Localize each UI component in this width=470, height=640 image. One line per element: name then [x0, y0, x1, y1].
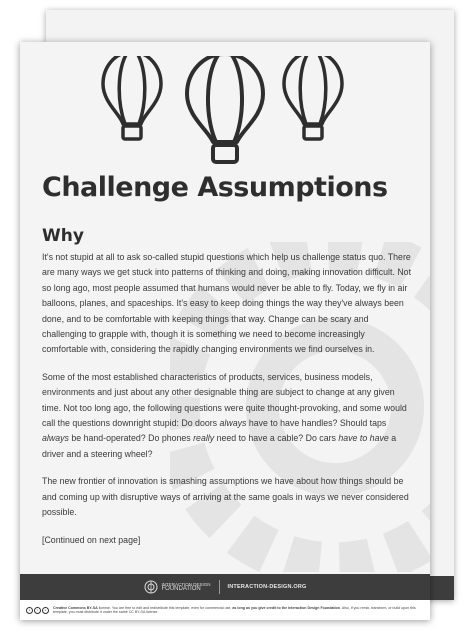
license-text-part: . Also, if you remix, transform, or build upon this template, you must distribute it under the same CC BY-SA license. [53, 605, 416, 614]
emphasis: really [193, 433, 215, 444]
license-bar [20, 600, 430, 620]
logo-line-2: FOUNDATION [161, 586, 201, 592]
paragraph-2-text: need to have a cable? Do cars [214, 433, 339, 444]
license-text-part: license. You are free to edit and redistribute this template, even for commercial use, [97, 605, 233, 610]
template-page [20, 42, 430, 620]
idf-logo-text [162, 582, 211, 592]
page-footer [20, 574, 430, 600]
license-text [53, 606, 423, 615]
license-bold: Creative Commons BY-SA [53, 605, 98, 610]
idf-logo[interactable] [144, 580, 211, 594]
paragraph-2-text: a driver and a steering wheel? [42, 433, 397, 459]
sa-icon: o [42, 607, 49, 614]
emphasis: have to have [338, 433, 389, 444]
footer-divider [219, 580, 220, 594]
continued-note: [Continued on next page] [42, 534, 141, 545]
paragraph-2-text: be hand-operated? Do phones [68, 433, 194, 444]
balloon-illustration [20, 56, 430, 171]
logo-line-1: INTERACTION DESIGN [161, 582, 211, 587]
paragraph-2-text: have to have handles? Should taps [246, 418, 387, 429]
by-icon: i [34, 607, 41, 614]
website-link[interactable]: INTERACTION-DESIGN.ORG [227, 584, 307, 590]
emphasis: always [42, 433, 69, 444]
cc-icon: c [26, 607, 33, 614]
idf-logo-icon [144, 580, 158, 594]
emphasis: always [219, 418, 247, 429]
hot-air-balloon-icon-left [103, 56, 161, 139]
hot-air-balloon-icon-center [187, 56, 263, 162]
cc-license-icons [26, 607, 50, 614]
section-heading: Why [42, 226, 84, 246]
paragraph-2-text: Some of the most established characteristics of products, services, business models, environments and just about any other designable thing are subject to change at any given time. Not too long ago, the following questions were quite thought-provoking, and some would call the questions downright stupid: Do doors [42, 371, 407, 429]
hot-air-balloon-icon-right [284, 56, 342, 139]
paragraph-3: The new frontier of innovation is smashing assumptions we have about how things should be and coming up with disruptive ways of arriving at the same goals in ways we never considered possible. [42, 476, 409, 518]
paragraph-2 [42, 370, 412, 462]
body-text [42, 250, 412, 560]
paragraph-1: It's not stupid at all to ask so-called stupid questions which help us challenge status quo. There are many ways we get stuck into patterns of thinking and doing, making innovation difficult. Not so long ago, most people assumed that humans would never be able to fly. Today, we fly in air balloons, planes, and spaceships. It's easy to keep doing things the way they've always been done, and to be comfortable with keeping things that way. Change can be scary and challenging to grapple with, though it is something we need to become increasingly comfortable with, considering the rapidly changing environments we find ourselves in. [42, 252, 412, 355]
license-bold: as long as you give credit to the Interaction Design Foundation [232, 605, 340, 610]
page-title: Challenge Assumptions [42, 172, 388, 203]
